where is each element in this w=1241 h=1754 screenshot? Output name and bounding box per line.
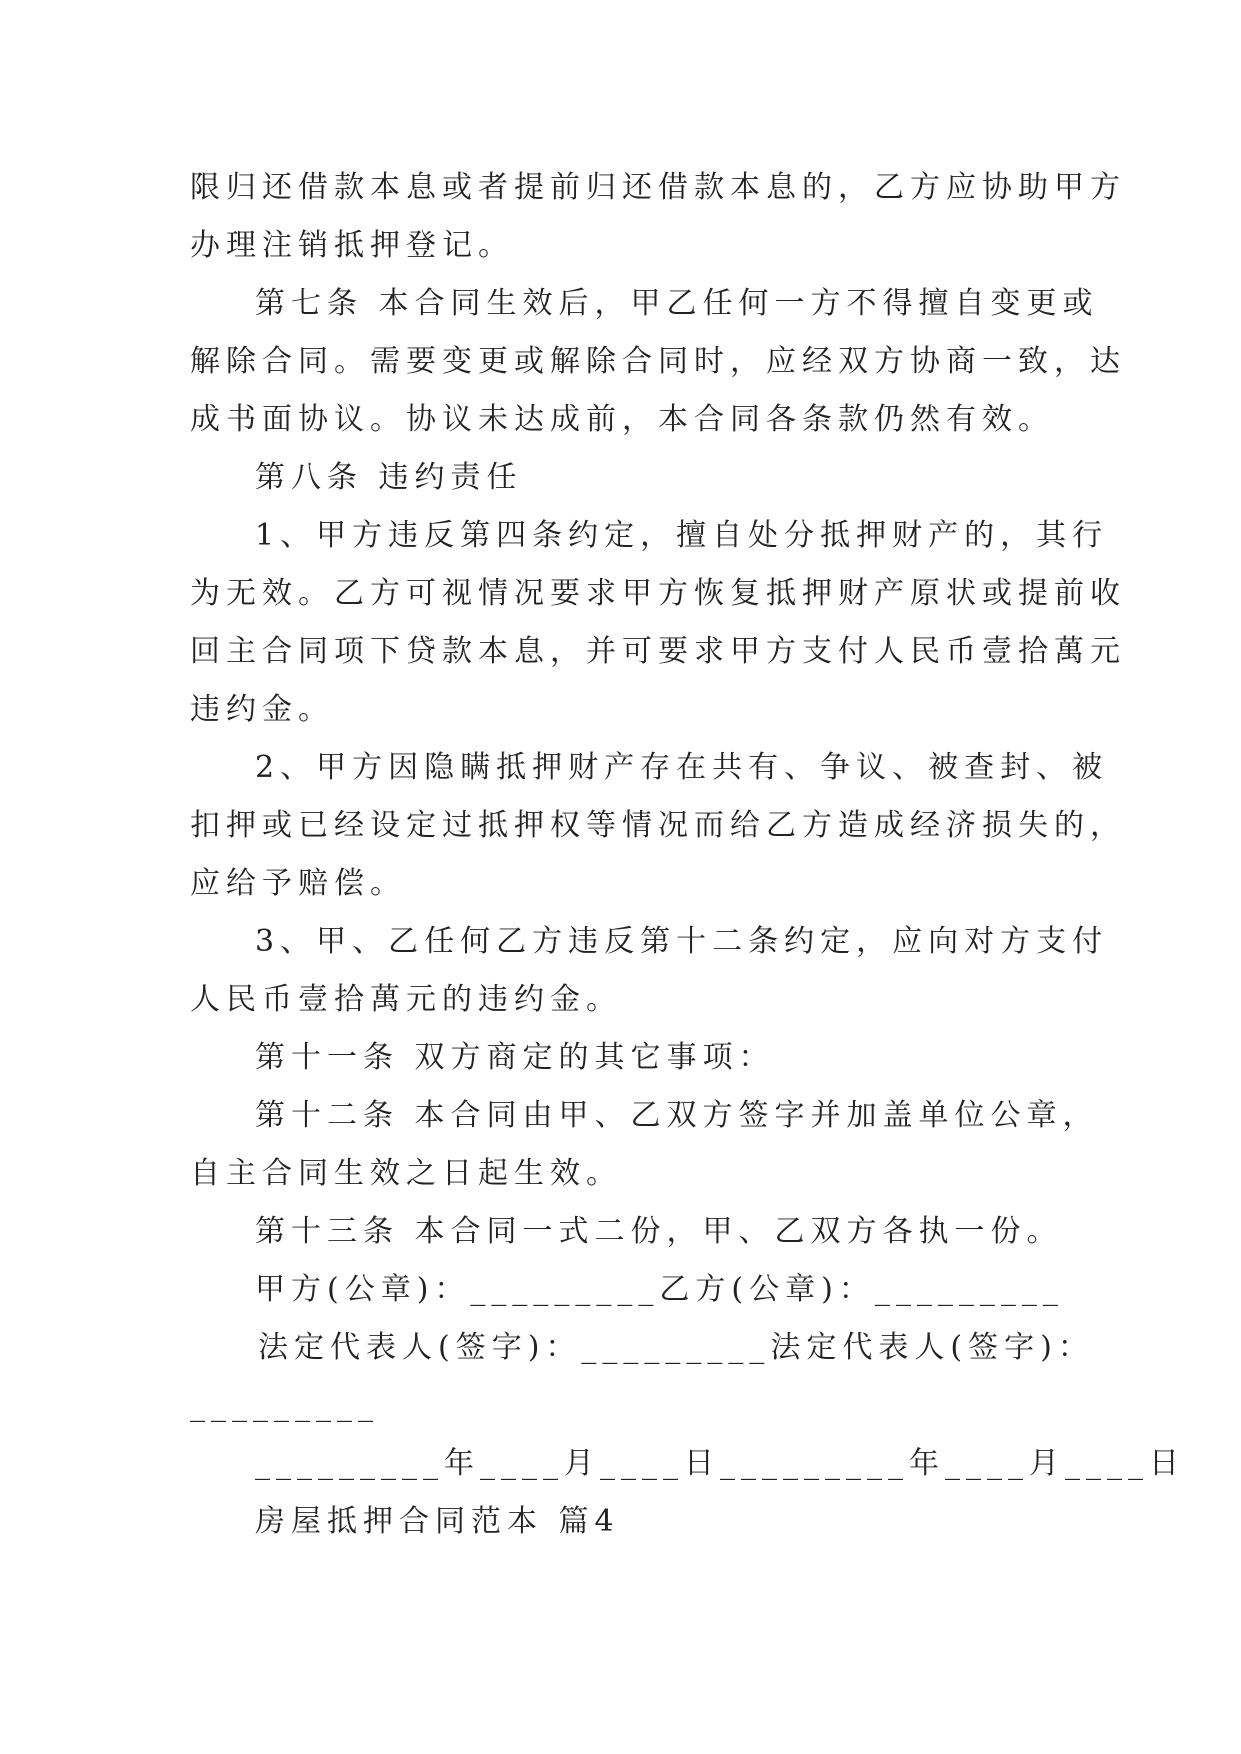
article-11-heading: 第十一条 双方商定的其它事项：	[255, 1040, 775, 1075]
paragraph-line: 违约金。	[190, 692, 334, 727]
representative-signature-line: 法定代表人(签字)：_________法定代表人(签字)：	[258, 1330, 1094, 1365]
clause-1-line: 1、甲方违反第四条约定，擅自处分抵押财产的，其行	[255, 518, 1109, 553]
article-12-heading: 第十二条 本合同由甲、乙双方签字并加盖单位公章，	[255, 1098, 1099, 1133]
date-line: _________年____月____日_________年____月____日	[255, 1446, 1185, 1481]
paragraph-line: 成书面协议。协议未达成前，本合同各条款仍然有效。	[190, 402, 1054, 437]
paragraph-line: 解除合同。需要变更或解除合同时，应经双方协商一致，达	[190, 344, 1126, 379]
paragraph-line: 自主合同生效之日起生效。	[190, 1156, 622, 1191]
clause-3-line: 3、甲、乙任何乙方违反第十二条约定，应向对方支付	[255, 924, 1109, 959]
seal-line: 甲方(公章)：_________乙方(公章)：_________	[255, 1272, 1064, 1307]
paragraph-line: 限归还借款本息或者提前归还借款本息的，乙方应协助甲方	[190, 170, 1126, 205]
paragraph-line: 为无效。乙方可视情况要求甲方恢复抵押财产原状或提前收	[190, 576, 1126, 611]
paragraph-line: 扣押或已经设定过抵押权等情况而给乙方造成经济损失的，	[190, 808, 1126, 843]
article-13-heading: 第十三条 本合同一式二份，甲、乙双方各执一份。	[255, 1214, 1063, 1249]
article-8-heading: 第八条 违约责任	[255, 460, 523, 495]
paragraph-line: 应给予赔偿。	[190, 866, 406, 901]
article-7-heading: 第七条 本合同生效后，甲乙任何一方不得擅自变更或	[255, 286, 1099, 321]
paragraph-line: 人民币壹拾萬元的违约金。	[190, 982, 622, 1017]
section-title: 房屋抵押合同范本 篇4	[255, 1504, 620, 1539]
signature-blank: _________	[190, 1388, 379, 1423]
clause-2-line: 2、甲方因隐瞒抵押财产存在共有、争议、被查封、被	[255, 750, 1109, 785]
paragraph-line: 回主合同项下贷款本息，并可要求甲方支付人民币壹拾萬元	[190, 634, 1126, 669]
paragraph-line: 办理注销抵押登记。	[190, 228, 514, 263]
